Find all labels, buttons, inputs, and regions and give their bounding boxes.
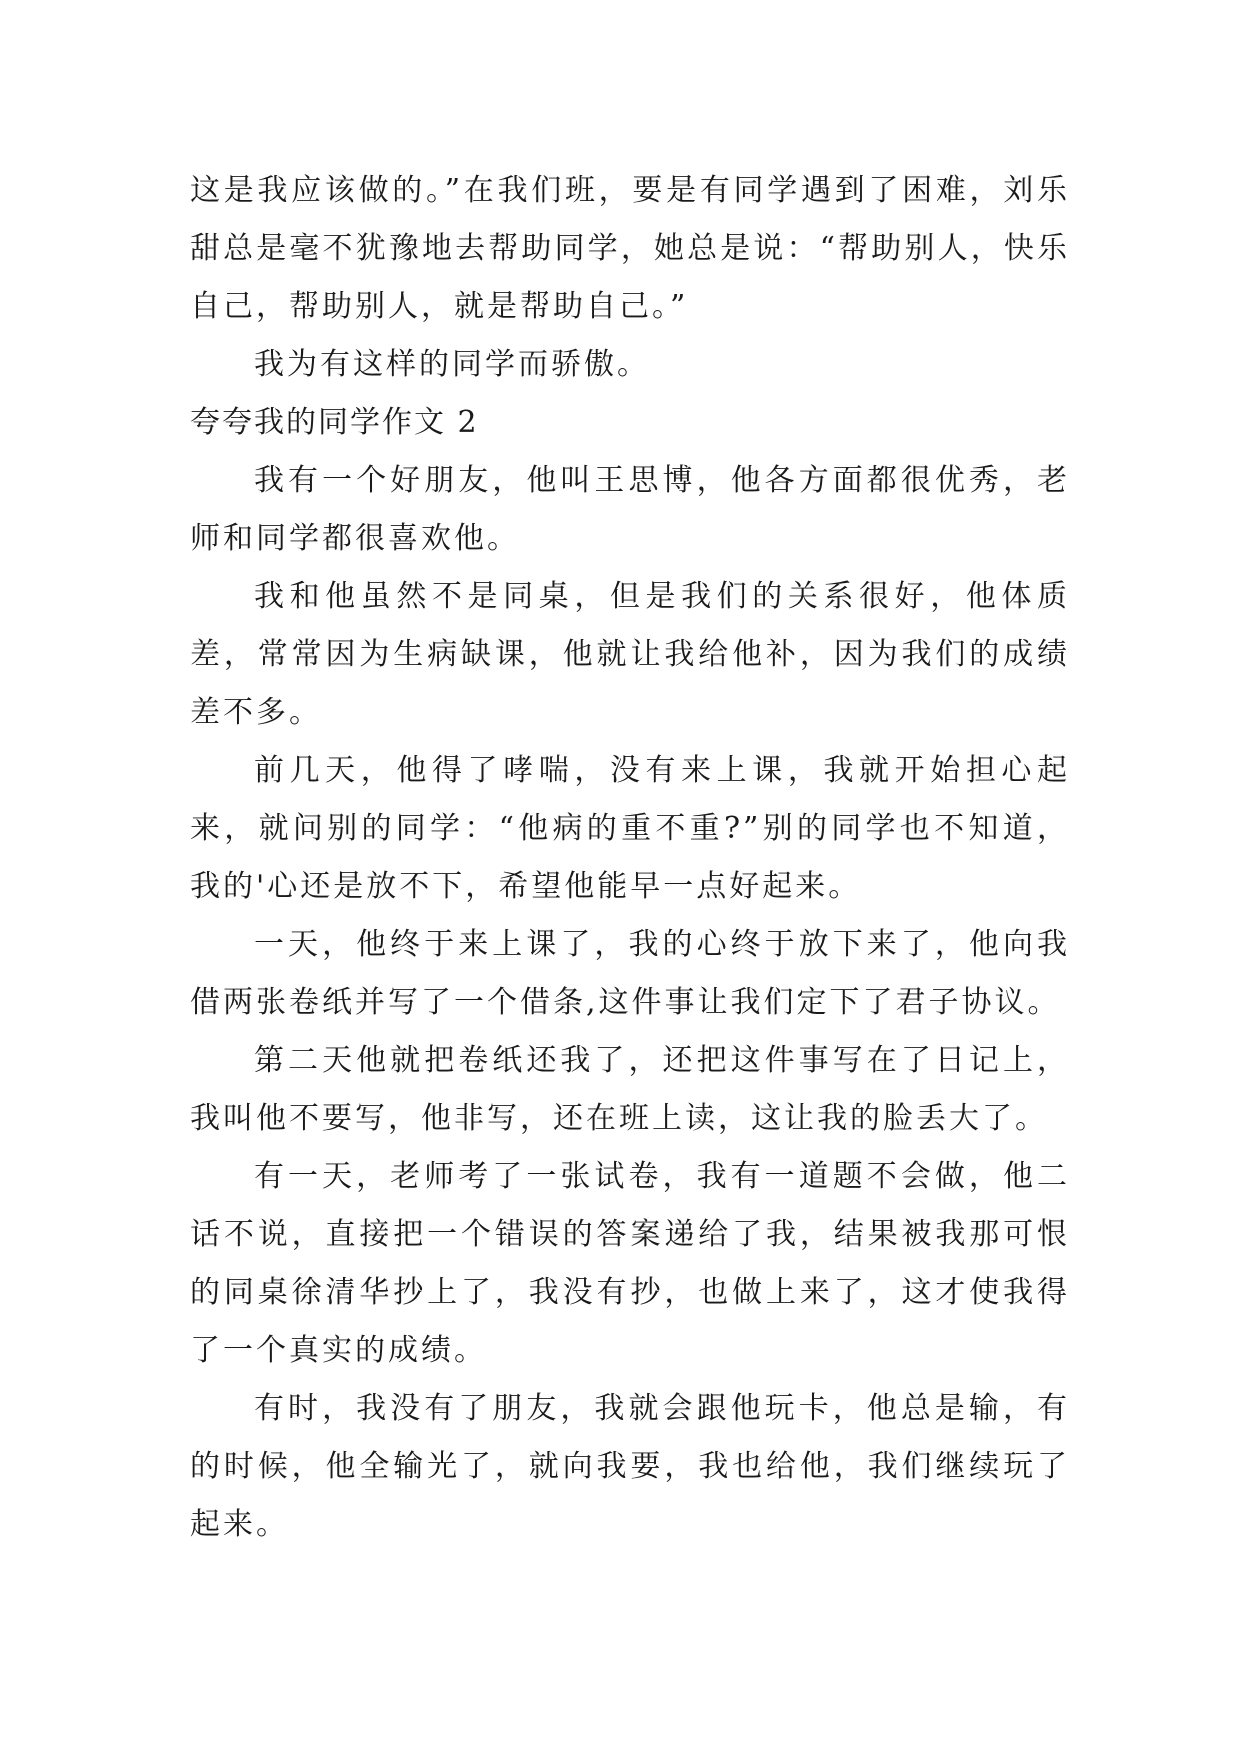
document-body bbox=[190, 162, 1070, 1554]
paragraph: 第二天他就把卷纸还我了，还把这件事写在了日记上，我叫他不要写，他非写，还在班上读，这让我的脸丢大了。 bbox=[190, 1043, 1070, 1136]
paragraph: 一天，他终于来上课了，我的心终于放下来了，他向我借两张卷纸并写了一个借条,这件事让我们定下了君子协议。 bbox=[190, 927, 1070, 1020]
paragraph: 有时，我没有了朋友，我就会跟他玩卡，他总是输，有的时候，他全输光了，就向我要，我也给他，我们继续玩了起来。 bbox=[190, 1391, 1070, 1542]
paragraph: 我有一个好朋友，他叫王思博，他各方面都很优秀，老师和同学都很喜欢他。 bbox=[190, 463, 1070, 556]
paragraph: 前几天，他得了哮喘，没有来上课，我就开始担心起来，就问别的同学：“他病的重不重?”别的同学也不知道，我的'心还是放不下，希望他能早一点好起来。 bbox=[190, 753, 1070, 904]
paragraph: 我和他虽然不是同桌，但是我们的关系很好，他体质差，常常因为生病缺课，他就让我给他补，因为我们的成绩差不多。 bbox=[190, 579, 1070, 730]
paragraph: 这是我应该做的。”在我们班，要是有同学遇到了困难，刘乐甜总是毫不犹豫地去帮助同学，她总是说：“帮助别人，快乐自己，帮助别人，就是帮助自己。” bbox=[190, 173, 1070, 324]
paragraph: 我为有这样的同学而骄傲。 bbox=[254, 347, 650, 382]
paragraph: 有一天，老师考了一张试卷，我有一道题不会做，他二话不说，直接把一个错误的答案递给了我，结果被我那可恨的同桌徐清华抄上了，我没有抄，也做上来了，这才使我得了一个真实的成绩。 bbox=[190, 1159, 1070, 1368]
section-title: 夸夸我的同学作文 2 bbox=[190, 405, 479, 440]
